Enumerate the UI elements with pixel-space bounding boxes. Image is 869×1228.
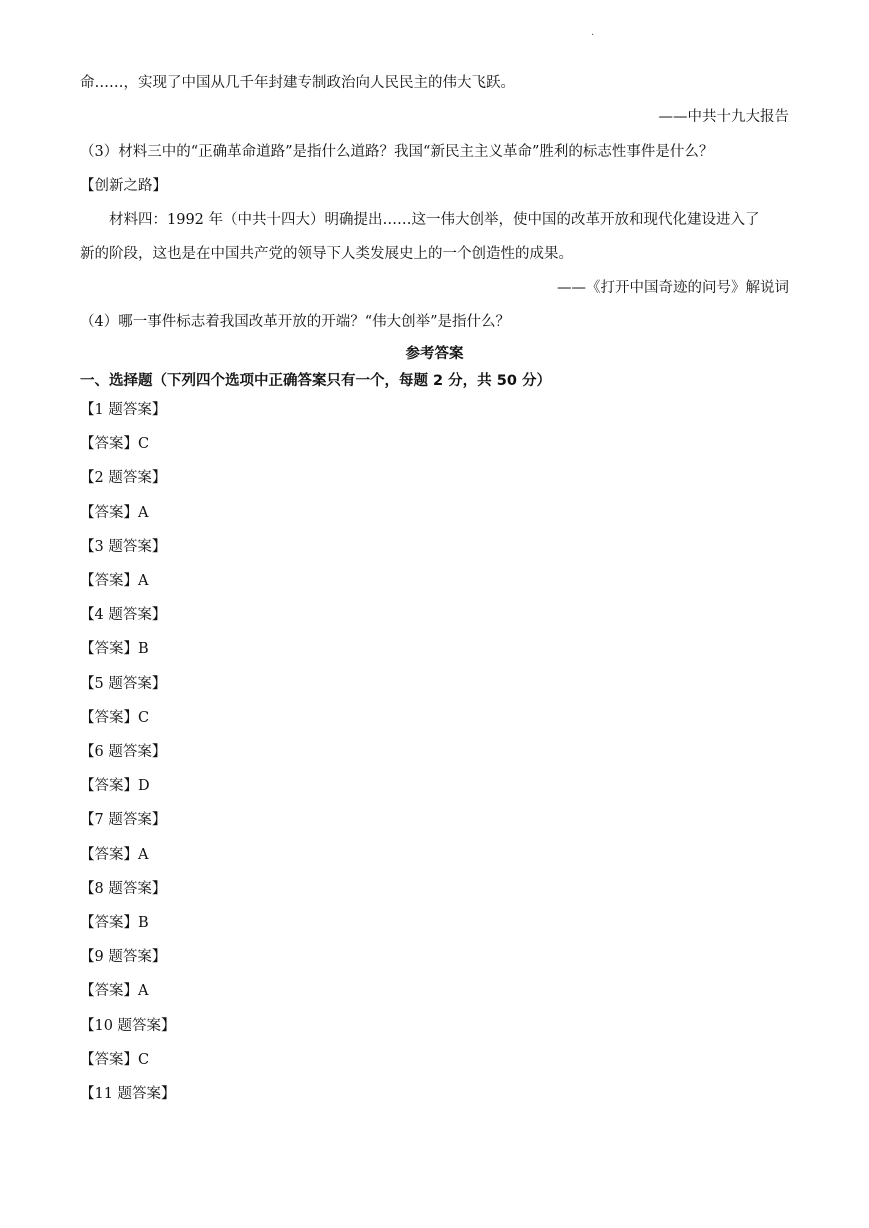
material3-text: 命……，实现了中国从几千年封建专制政治向人民民主的伟大飞跃。 — [80, 75, 515, 91]
answer-value: 【答案】A — [80, 573, 149, 589]
answer-value: 【答案】D — [80, 778, 150, 795]
answer-label: 【5 题答案】 — [80, 675, 167, 692]
material3-source: ——中共十九大报告 — [658, 109, 789, 125]
material4-text-line1: 材料四：1992 年（中共十四大）明确提出……这一伟大创举，使中国的改革开放和现代化建设进入了 — [109, 212, 760, 228]
answer-label: 【10 题答案】 — [80, 1017, 176, 1034]
answers-title: 参考答案 — [405, 346, 464, 362]
answer-value: 【答案】B — [80, 915, 149, 931]
answer-label: 【4 题答案】 — [80, 607, 167, 624]
material4-text-line2: 新的阶段，这也是在中国共产党的领导下人类发展史上的一个创造性的成果。 — [80, 246, 573, 262]
answer-value: 【答案】B — [80, 641, 149, 658]
answer-label: 【3 题答案】 — [80, 538, 167, 555]
section1-title: 一、选择题（下列四个选项中正确答案只有一个，每题 2 分，共 50 分） — [80, 373, 551, 389]
answer-value: 【答案】A — [80, 846, 149, 863]
question-4: （4）哪一事件标志着我国改革开放的开端？“伟大创举”是指什么？ — [80, 314, 511, 330]
answer-value: 【答案】C — [80, 709, 150, 726]
answer-label: 【7 题答案】 — [80, 812, 167, 829]
answer-label: 【6 题答案】 — [80, 744, 167, 760]
answer-value: 【答案】A — [80, 504, 149, 521]
answer-label: 【8 题答案】 — [80, 880, 167, 897]
material4-source: ——《打开中国奇迹的问号》解说词 — [557, 280, 789, 296]
answer-label: 【2 题答案】 — [80, 470, 167, 487]
section-innovation-heading: 【创新之路】 — [80, 178, 167, 194]
answer-value: 【答案】C — [80, 1051, 150, 1068]
answer-value: 【答案】A — [80, 983, 149, 1000]
answer-value: 【答案】C — [80, 436, 150, 453]
answer-label: 【1 题答案】 — [80, 402, 167, 418]
answer-label: 【11 题答案】 — [80, 1086, 176, 1102]
header-mark: · — [591, 30, 595, 41]
question-3: （3）材料三中的“正确革命道路”是指什么道路？我国“新民主主义革命”胜利的标志性事件是什么？ — [80, 144, 714, 160]
answer-label: 【9 题答案】 — [80, 949, 167, 966]
